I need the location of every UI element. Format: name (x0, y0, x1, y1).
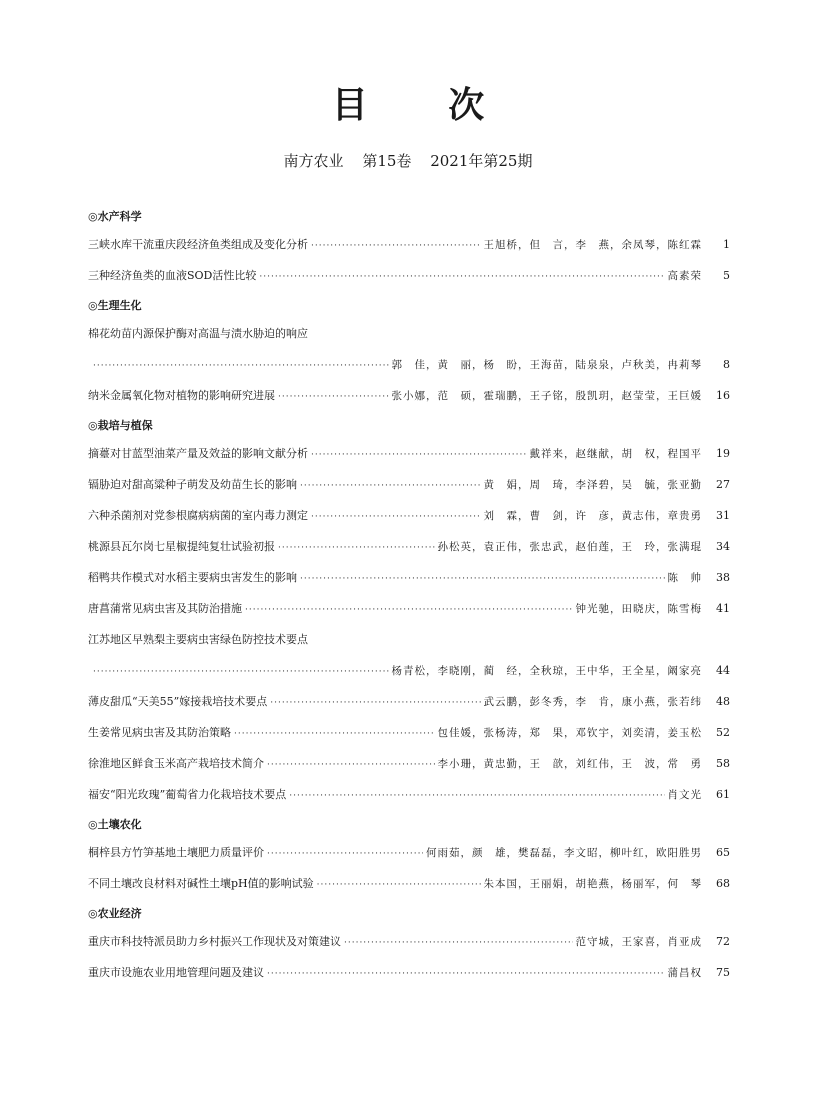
section-heading: ◎土壤农化 (88, 818, 142, 831)
dot-leader (317, 870, 481, 901)
dot-leader (300, 471, 481, 502)
entry-authors: 蒲昌权 (667, 967, 702, 979)
entry-authors: 李小珊，黄忠勤，王 歆，刘红伟，王 波，常 勇 (437, 758, 702, 770)
dot-leader (289, 781, 664, 812)
toc-entry[interactable] (88, 837, 730, 868)
entry-authors: 张小娜，范 硕，霍瑞鹏，王子铭，殷凯玥，赵莹莹，王巨媛 (391, 390, 702, 402)
issue-info (0, 151, 816, 171)
toc-entry[interactable] (88, 957, 730, 988)
entry-page-number: 1 (723, 238, 730, 251)
dot-leader (234, 719, 435, 750)
toc-entry[interactable] (88, 717, 730, 748)
entry-authors: 高素荣 (667, 270, 702, 282)
entry-page-number: 72 (716, 935, 730, 948)
entry-title: 重庆市设施农业用地管理问题及建议 (88, 966, 264, 979)
volume-number: 第15卷 (362, 152, 412, 170)
toc-entry[interactable] (88, 438, 730, 469)
entry-title: 三峡水库干流重庆段经济鱼类组成及变化分析 (88, 238, 308, 251)
dot-leader (259, 262, 664, 293)
dot-leader (93, 657, 389, 688)
entry-page-number: 8 (723, 358, 730, 371)
toc-entry[interactable] (88, 469, 730, 500)
entry-authors: 刘 霖，曹 剑，许 彦，黄志伟，章贵勇 (483, 510, 702, 522)
entry-page-number: 31 (716, 509, 730, 522)
entry-title: 镉胁迫对甜高粱种子萌发及幼苗生长的影响 (88, 478, 297, 491)
entry-title: 六种杀菌剂对党参根腐病病菌的室内毒力测定 (88, 509, 308, 522)
toc-entry[interactable] (88, 868, 730, 899)
entry-title: 江苏地区早熟梨主要病虫害绿色防控技术要点 (88, 633, 308, 646)
entry-authors: 范守城，王家喜，肖亚成 (575, 936, 702, 948)
entry-page-number: 41 (716, 602, 730, 615)
dot-leader (267, 839, 423, 870)
entry-authors: 王旭桥，但 言，李 燕，余凤琴，陈红霖 (483, 239, 702, 251)
entry-page-number: 38 (716, 571, 730, 584)
toc-entry[interactable] (88, 779, 730, 810)
entry-title: 福安“阳光玫瑰”葡萄省力化栽培技术要点 (88, 788, 287, 801)
entry-page-number: 27 (716, 478, 730, 491)
dot-leader (267, 959, 665, 990)
entry-page-number: 61 (716, 788, 730, 801)
entry-authors: 钟光驰，田晓庆，陈雪梅 (575, 603, 702, 615)
entry-page-number: 75 (716, 966, 730, 979)
dot-leader (311, 440, 527, 471)
section-heading: ◎生理生化 (88, 299, 142, 312)
entry-title: 桐梓县方竹笋基地土壤肥力质量评价 (88, 846, 264, 859)
entry-page-number: 19 (716, 447, 730, 460)
entry-page-number: 58 (716, 757, 730, 770)
entry-page-number: 48 (716, 695, 730, 708)
dot-leader (270, 688, 480, 719)
entry-authors: 何雨茹，颜 雄，樊磊磊，李文昭，柳叶红，欧阳胜男 (426, 847, 702, 859)
dot-leader (300, 564, 665, 595)
entry-authors: 包佳媛，张杨涛，郑 果，邓钦宇，刘奕清，姜玉松 (437, 727, 702, 739)
entry-page-number: 68 (716, 877, 730, 890)
entry-title: 三种经济鱼类的血液SOD活性比较 (88, 269, 257, 282)
entry-title: 桃源县瓦尔岗七星椒提纯复壮试验初报 (88, 540, 275, 553)
entry-page-number: 34 (716, 540, 730, 553)
entry-title: 徐淮地区鲜食玉米高产栽培技术简介 (88, 757, 264, 770)
entry-page-number: 44 (716, 664, 730, 677)
toc-entry[interactable] (88, 926, 730, 957)
entry-page-number: 52 (716, 726, 730, 739)
entry-authors: 杨青松，李晓刚，蔺 经，全秋琼，王中华，王全星，阚家亮 (391, 665, 702, 677)
dot-leader (311, 502, 481, 533)
toc-entry[interactable] (88, 686, 730, 717)
dot-leader (267, 750, 435, 781)
entry-page-number: 16 (716, 389, 730, 402)
toc-entry[interactable] (88, 229, 730, 260)
entry-title: 摘薹对甘蓝型油菜产量及效益的影响文献分析 (88, 447, 308, 460)
dot-leader (278, 382, 389, 413)
entry-authors: 朱本国，王丽娟，胡艳燕，杨丽军，何 琴 (483, 878, 702, 890)
dot-leader (245, 595, 573, 626)
entry-title: 重庆市科技特派员助力乡村振兴工作现状及对策建议 (88, 935, 341, 948)
entry-title: 不同土壤改良材料对碱性土壤pH值的影响试验 (88, 877, 314, 890)
entry-title: 薄皮甜瓜“天美55”嫁接栽培技术要点 (88, 695, 268, 708)
toc-entry[interactable] (88, 624, 730, 686)
entry-title: 棉花幼苗内源保护酶对高温与渍水胁迫的响应 (88, 327, 308, 340)
toc-entry[interactable] (88, 562, 730, 593)
toc-entry[interactable] (88, 380, 730, 411)
dot-leader (93, 351, 389, 382)
toc-entry[interactable] (88, 318, 730, 380)
entry-authors: 孙松英，袁正伟，张忠武，赵伯莲，王 玲，张满琨 (437, 541, 702, 553)
section-heading: ◎水产科学 (88, 210, 142, 223)
entry-page-number: 5 (723, 269, 730, 282)
toc-entry[interactable] (88, 500, 730, 531)
toc-entry[interactable] (88, 260, 730, 291)
page-title: 目 次 (331, 85, 519, 126)
entry-title: 唐菖蒲常见病虫害及其防治措施 (88, 602, 242, 615)
entry-authors: 陈 帅 (667, 572, 702, 584)
dot-leader (344, 928, 573, 959)
entry-title: 稻鸭共作模式对水稻主要病虫害发生的影响 (88, 571, 297, 584)
entry-authors: 郭 佳，黄 丽，杨 盼，王海苗，陆泉泉，卢秋美，冉莉琴 (391, 359, 702, 371)
dot-leader (278, 533, 435, 564)
entry-authors: 武云鹏，彭冬秀，李 肯，康小燕，张若纬 (483, 696, 702, 708)
entry-authors: 戴祥来，赵继献，胡 权，程国平 (529, 448, 702, 460)
table-of-contents (88, 202, 730, 988)
issue-number: 2021年第25期 (430, 152, 533, 170)
entry-authors: 肖文光 (667, 789, 702, 801)
entry-title: 生姜常见病虫害及其防治策略 (88, 726, 231, 739)
entry-title: 纳米金属氧化物对植物的影响研究进展 (88, 389, 275, 402)
toc-entry[interactable] (88, 748, 730, 779)
entry-authors: 黄 娟，周 琦，李泽碧，吴 毓，张亚勤 (483, 479, 702, 491)
toc-entry[interactable] (88, 531, 730, 562)
entry-page-number: 65 (716, 846, 730, 859)
toc-entry[interactable] (88, 593, 730, 624)
section-heading: ◎农业经济 (88, 907, 142, 920)
section-heading: ◎栽培与植保 (88, 419, 153, 432)
dot-leader (311, 231, 481, 262)
journal-name: 南方农业 (283, 152, 344, 170)
